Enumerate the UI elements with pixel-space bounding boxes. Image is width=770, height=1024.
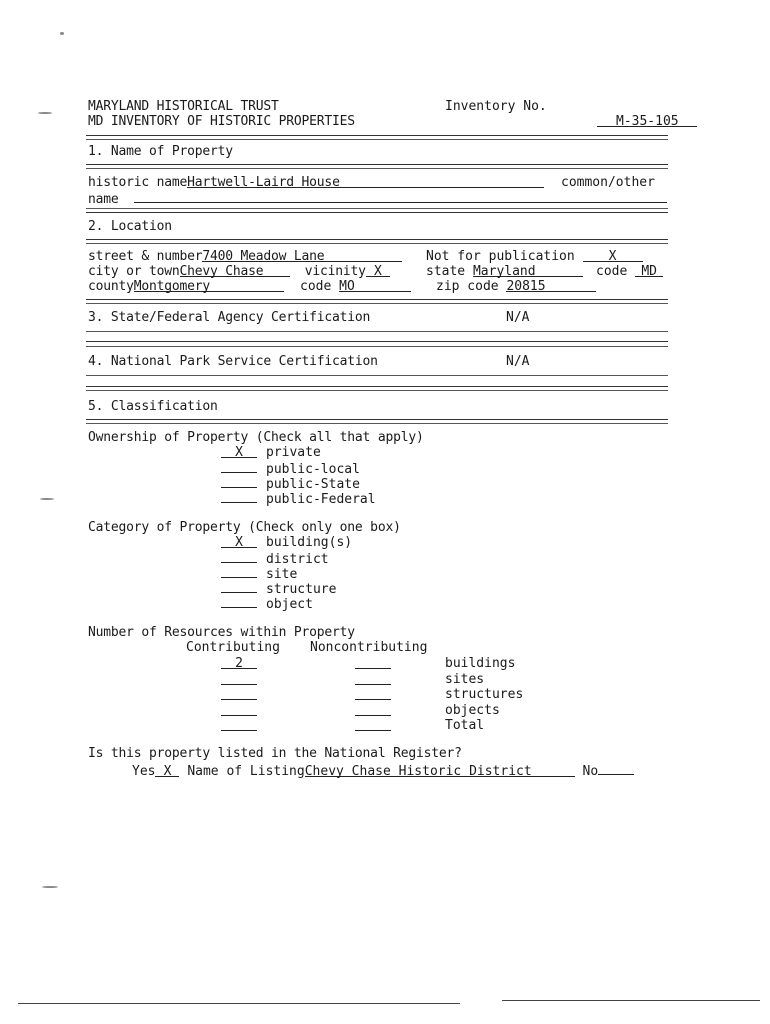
checkbox-blank[interactable] xyxy=(221,535,257,548)
count-blank[interactable] xyxy=(221,703,257,716)
contributing-count xyxy=(221,656,257,671)
section-divider xyxy=(86,139,668,140)
noncontributing-count xyxy=(355,703,391,720)
ownership-option xyxy=(221,445,321,460)
national-register-answer: Yes X Name of ListingChevy Chase Historic District No xyxy=(132,762,634,779)
state-field: state Maryland xyxy=(426,264,583,279)
other-name-row: name xyxy=(88,190,667,207)
option-label: public-Federal xyxy=(266,492,376,507)
option-label: site xyxy=(266,567,298,582)
trust-name: MARYLAND HISTORICAL TRUST xyxy=(88,99,279,114)
ownership-option xyxy=(221,490,376,507)
section3-title: 3. State/Federal Agency Certification xyxy=(88,310,371,325)
option-label: object xyxy=(266,597,313,612)
section-divider xyxy=(86,346,668,347)
scan-speck xyxy=(42,886,58,888)
scan-edge-line xyxy=(502,1000,760,1001)
checkbox-blank[interactable] xyxy=(221,490,257,503)
not-for-publication: Not for publication X xyxy=(426,249,643,264)
option-label: private xyxy=(266,445,321,460)
section3-value: N/A xyxy=(506,310,530,325)
checkbox-blank[interactable] xyxy=(221,595,257,608)
street-row: street & number7400 Meadow Lane xyxy=(88,249,402,264)
contributing-count xyxy=(221,703,257,720)
section-divider xyxy=(86,423,668,424)
count-blank[interactable] xyxy=(355,718,391,731)
scan-speck xyxy=(40,498,54,500)
contributing-count xyxy=(221,672,257,689)
section-divider xyxy=(86,135,668,136)
city-row: city or townChevy Chase vicinity X xyxy=(88,264,390,279)
scan-speck xyxy=(60,32,64,35)
historic-name-row: historic nameHartwell-Laird House xyxy=(88,175,544,190)
section-divider xyxy=(86,386,668,387)
section-divider xyxy=(86,243,668,244)
noncontributing-count xyxy=(355,672,391,689)
section-divider xyxy=(86,390,668,391)
checkbox-blank[interactable] xyxy=(221,580,257,593)
checkbox-blank[interactable] xyxy=(221,475,257,488)
count-blank[interactable] xyxy=(355,703,391,716)
scan-edge-line xyxy=(18,1003,460,1004)
resource-type-label: buildings xyxy=(445,656,516,671)
count-blank[interactable] xyxy=(355,656,391,669)
category-option xyxy=(221,595,313,612)
section-divider xyxy=(86,299,668,300)
resource-type-label: sites xyxy=(445,671,485,687)
option-label: public-State xyxy=(266,477,360,492)
count-blank[interactable]: 2 xyxy=(221,656,257,669)
noncontributing-count xyxy=(355,656,391,673)
section-divider xyxy=(86,168,668,169)
section2-title: 2. Location xyxy=(88,219,172,234)
section-divider xyxy=(86,208,668,209)
section-divider xyxy=(86,341,668,342)
option-label: district xyxy=(266,552,329,567)
checkbox-blank[interactable] xyxy=(221,550,257,563)
national-register-question: Is this property listed in the National Register? xyxy=(88,746,462,761)
option-label: public-local xyxy=(266,462,360,477)
scan-speck xyxy=(38,112,52,114)
section-divider xyxy=(86,375,668,376)
contributing-count xyxy=(221,718,257,735)
section5-title: 5. Classification xyxy=(88,399,218,414)
section4-value: N/A xyxy=(506,354,530,369)
contributing-header: Contributing xyxy=(186,640,280,655)
noncontributing-count xyxy=(355,718,391,735)
option-label: structure xyxy=(266,582,337,597)
category-option xyxy=(221,535,352,550)
resource-type-label: objects xyxy=(445,702,500,718)
category-label: Category of Property (Check only one box) xyxy=(88,520,401,535)
count-blank[interactable] xyxy=(355,672,391,685)
ownership-label: Ownership of Property (Check all that apply) xyxy=(88,430,424,445)
resource-type-label: structures xyxy=(445,687,524,702)
count-blank[interactable] xyxy=(221,672,257,685)
resources-label: Number of Resources within Property xyxy=(88,625,355,640)
section-divider xyxy=(86,419,668,420)
check-mark: X xyxy=(235,535,243,550)
checkbox-blank[interactable] xyxy=(221,565,257,578)
section1-title: 1. Name of Property xyxy=(88,144,233,159)
section4-title: 4. National Park Service Certification xyxy=(88,354,378,369)
inventory-title: MD INVENTORY OF HISTORIC PROPERTIES xyxy=(88,114,355,129)
section-divider xyxy=(86,331,668,332)
checkbox-blank[interactable] xyxy=(221,445,257,458)
noncontributing-header: Noncontributing xyxy=(310,640,428,655)
noncontributing-count xyxy=(355,687,391,704)
option-label: building(s) xyxy=(266,535,353,550)
check-mark: X xyxy=(235,445,243,460)
count-blank[interactable] xyxy=(355,687,391,700)
contributing-count xyxy=(221,687,257,704)
count-blank[interactable] xyxy=(221,687,257,700)
section-divider xyxy=(86,212,668,213)
count-blank[interactable] xyxy=(221,718,257,731)
section-divider xyxy=(86,303,668,304)
inventory-no-label: Inventory No. xyxy=(445,99,547,114)
checkbox-blank[interactable] xyxy=(221,460,257,473)
common-other-label: common/other xyxy=(561,175,655,190)
resource-type-label: Total xyxy=(445,718,485,733)
county-row: countyMontgomery xyxy=(88,279,284,294)
county-code-field: code MO xyxy=(300,279,411,294)
zip-field: zip code 20815 xyxy=(436,279,596,294)
section-divider xyxy=(86,164,668,165)
state-code-field: code MD xyxy=(596,264,663,279)
section-divider xyxy=(86,239,668,240)
inventory-no-value: M-35-105 xyxy=(566,99,697,144)
